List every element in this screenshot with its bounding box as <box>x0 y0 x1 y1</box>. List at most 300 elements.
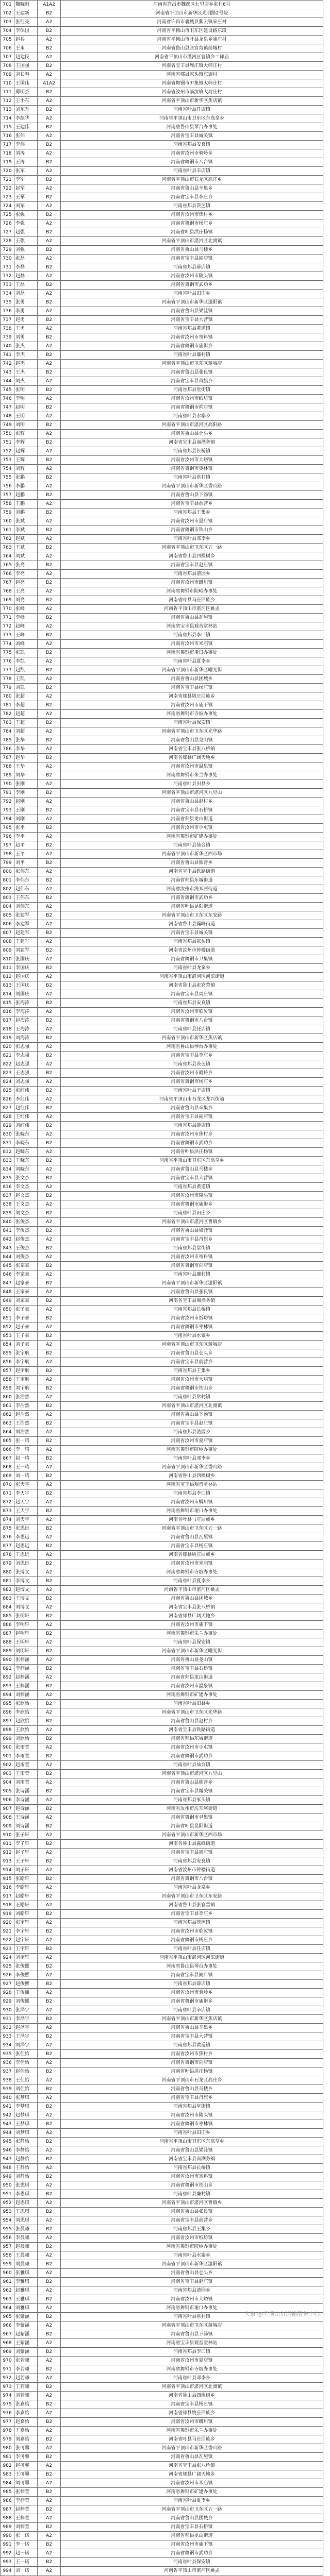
driver-name-cell: 王若曦 <box>14 2383 38 2392</box>
address-cell: 河南省汝州市陵头镇 <box>61 272 323 281</box>
address-cell: 河南省舞钢市枣林镇 <box>61 1323 323 1332</box>
address-cell: 河南省鲁山县瓦屋镇 <box>61 1533 323 1542</box>
license-class-cell: B2 <box>38 2050 61 2059</box>
driver-name-cell: 李若曦 <box>14 2365 38 2374</box>
license-class-cell: A2 <box>38 2059 61 2067</box>
address-cell: 河南省郏县东城街道 <box>61 1735 323 1743</box>
address-cell: 河南省舞钢市朱兰办事处 <box>61 771 323 780</box>
license-class-cell: B2 <box>38 193 61 202</box>
driver-name-cell: 王国伟 <box>14 79 38 88</box>
driver-name-cell: 刘诗涵 <box>14 1822 38 1831</box>
row-number-cell: 891 <box>1 1665 14 1673</box>
table-row <box>1 1805 323 1814</box>
driver-name-cell: 张军 <box>14 167 38 176</box>
address-cell: 河南省郏县龙山街道 <box>61 2532 323 2540</box>
driver-name-cell: 刘东升 <box>14 106 38 114</box>
license-class-cell: B2 <box>38 9 61 18</box>
table-row <box>1 622 323 631</box>
driver-name-cell: 李梦琪 <box>14 2103 38 2111</box>
driver-name-cell: 王峰 <box>14 631 38 640</box>
table-row <box>1 2444 323 2453</box>
row-number-cell: 801 <box>1 876 14 885</box>
driver-name-cell: 赵建民 <box>14 53 38 62</box>
row-number-cell: 963 <box>1 2295 14 2304</box>
table-row <box>1 1 323 9</box>
table-row <box>1 1034 323 1043</box>
row-number-cell: 706 <box>1 44 14 53</box>
table-row <box>1 1577 323 1586</box>
row-number-cell: 850 <box>1 1306 14 1314</box>
table-row <box>1 491 323 500</box>
license-class-cell: A2 <box>38 1691 61 1700</box>
driver-name-cell: 赵子轩 <box>14 1849 38 1857</box>
address-cell: 河南省叶县常村镇 <box>61 473 323 482</box>
address-cell: 河南省平顶山市新华区滍阳镇 <box>61 2260 323 2269</box>
row-number-cell: 772 <box>1 622 14 631</box>
license-class-cell: A2 <box>38 2427 61 2435</box>
license-class-cell: A2 <box>38 815 61 824</box>
table-row <box>1 1621 323 1630</box>
driver-name-cell: 张晓东 <box>14 1130 38 1139</box>
row-number-cell: 947 <box>1 2155 14 2164</box>
address-cell: 河南省宝丰县城关镇 <box>61 1787 323 1796</box>
table-row <box>1 552 323 561</box>
row-number-cell: 723 <box>1 193 14 202</box>
table-row <box>1 614 323 622</box>
address-cell: 河南省宝丰县大营镇 <box>61 2032 323 2041</box>
driver-name-cell: 王可馨 <box>14 2470 38 2479</box>
address-cell: 河南省鲁山县辛集乡 <box>61 2024 323 2032</box>
table-row <box>1 272 323 281</box>
license-class-cell: A2 <box>38 1603 61 1612</box>
license-class-cell: A2 <box>38 114 61 123</box>
address-cell: 河南省舞钢市朱兰办事处 <box>61 1630 323 1638</box>
address-cell: 河南省叶县任店镇 <box>61 1945 323 1954</box>
address-cell: 河南省舞钢市垭口办事处 <box>61 649 323 657</box>
table-row <box>1 509 323 517</box>
row-number-cell: 892 <box>1 1673 14 1682</box>
table-row <box>1 2330 323 2339</box>
driver-name-cell: 张皓轩 <box>14 1875 38 1884</box>
license-class-cell: B2 <box>38 1122 61 1130</box>
address-cell: 河南省叶县廉村镇 <box>61 2190 323 2199</box>
address-cell: 河南省舞钢市院岭办事处 <box>61 1446 323 1454</box>
driver-name-cell: 李伟东 <box>14 876 38 885</box>
row-number-cell: 809 <box>1 946 14 955</box>
license-class-cell: B2 <box>38 1857 61 1866</box>
table-row <box>1 9 323 18</box>
license-class-cell: A2 <box>38 1814 61 1822</box>
table-row <box>1 1752 323 1761</box>
license-class-cell: A2 <box>38 1849 61 1857</box>
driver-name-cell: 李一诺 <box>14 2540 38 2549</box>
driver-name-cell: 王雨萱 <box>14 1770 38 1778</box>
row-number-cell: 766 <box>1 570 14 579</box>
row-number-cell: 881 <box>1 1577 14 1586</box>
driver-name-cell: 刘若曦 <box>14 2392 38 2400</box>
license-class-cell: A2 <box>38 552 61 561</box>
license-class-cell: B2 <box>38 1489 61 1498</box>
driver-name-cell: 王杰 <box>14 368 38 377</box>
driver-name-cell: 王梦琪 <box>14 2120 38 2129</box>
driver-name-cell: 王宇轩 <box>14 1945 38 1954</box>
row-number-cell: 964 <box>1 2304 14 2313</box>
license-class-cell: A2 <box>38 2041 61 2050</box>
driver-name-cell: 赵军 <box>14 184 38 193</box>
address-cell: 河南省鲁山县梁洼镇 <box>61 2146 323 2155</box>
license-class-cell: A2 <box>38 18 61 27</box>
table-row <box>1 1507 323 1516</box>
table-row <box>1 141 323 149</box>
license-class-cell: B2 <box>38 176 61 184</box>
license-class-cell: B2 <box>38 1174 61 1183</box>
driver-name-cell: 刘俊杰 <box>14 1253 38 1262</box>
driver-name-cell: 王嘉怡 <box>14 2427 38 2435</box>
address-cell: 河南省郏县薛店镇 <box>61 263 323 272</box>
license-class-cell: A2 <box>38 2497 61 2505</box>
driver-name-cell: 李磊 <box>14 263 38 272</box>
address-cell: 河南省叶县洪庄杨镇 <box>61 1148 323 1157</box>
license-class-cell: A2 <box>38 798 61 806</box>
driver-name-cell: 刘家豪 <box>14 1297 38 1306</box>
table-row <box>1 421 323 430</box>
table-row <box>1 701 323 710</box>
row-number-cell: 926 <box>1 1971 14 1980</box>
row-number-cell: 805 <box>1 911 14 920</box>
row-number-cell: 968 <box>1 2339 14 2348</box>
address-cell: 河南省平顶山市新华区香山路 <box>61 1463 323 1472</box>
row-number-cell: 977 <box>1 2418 14 2427</box>
driver-name-cell: 赵晨曦 <box>14 2243 38 2251</box>
address-cell: 河南省叶县马庄回族乡 <box>61 596 323 605</box>
row-number-cell: 787 <box>1 754 14 762</box>
row-number-cell: 810 <box>1 955 14 964</box>
row-number-cell: 944 <box>1 2129 14 2138</box>
license-class-cell: B2 <box>38 1735 61 1743</box>
license-class-cell: B2 <box>38 1840 61 1849</box>
row-number-cell: 866 <box>1 1446 14 1454</box>
license-class-cell: A2 <box>38 1989 61 1997</box>
table-row <box>1 2295 323 2304</box>
row-number-cell: 844 <box>1 1253 14 1262</box>
table-row <box>1 1078 323 1087</box>
table-row <box>1 2383 323 2392</box>
row-number-cell: 741 <box>1 351 14 360</box>
row-number-cell: 938 <box>1 2076 14 2085</box>
address-cell: 河南省叶县水寨乡 <box>61 2251 323 2260</box>
license-class-cell: A2 <box>38 570 61 579</box>
license-class-cell: B2 <box>38 1279 61 1288</box>
driver-name-cell: 张国庆 <box>14 955 38 964</box>
table-row <box>1 990 323 999</box>
row-number-cell: 822 <box>1 1060 14 1069</box>
row-number-cell: 955 <box>1 2225 14 2234</box>
address-cell: 河南省平顶山市湛河区高阳路 <box>61 421 323 430</box>
table-row <box>1 1849 323 1857</box>
license-class-cell: A2 <box>38 1481 61 1489</box>
table-row <box>1 1919 323 1927</box>
driver-name-cell: 王斌 <box>14 544 38 552</box>
table-row <box>1 1814 323 1822</box>
driver-name-cell: 张勇 <box>14 298 38 307</box>
driver-name-cell: 王海涛 <box>14 1025 38 1034</box>
row-number-cell: 860 <box>1 1393 14 1402</box>
table-row <box>1 2418 323 2427</box>
license-class-cell: B2 <box>38 2120 61 2129</box>
table-row <box>1 438 323 447</box>
table-row <box>1 2427 323 2435</box>
row-number-cell: 962 <box>1 2286 14 2295</box>
table-row <box>1 1586 323 1595</box>
address-cell: 河南省郏县冢头镇 <box>61 1796 323 1805</box>
address-cell: 河南省郏县堂街镇 <box>61 1244 323 1253</box>
license-class-cell: A2 <box>38 482 61 491</box>
license-class-cell: B2 <box>38 2085 61 2094</box>
license-class-cell: B2 <box>38 1822 61 1831</box>
table-row <box>1 2216 323 2225</box>
row-number-cell: 861 <box>1 1402 14 1411</box>
driver-name-cell: 张可馨 <box>14 2444 38 2453</box>
license-class-cell: A2 <box>38 2549 61 2558</box>
table-row <box>1 579 323 587</box>
license-class-cell: A2 <box>38 1586 61 1595</box>
driver-name-cell: 赵思琪 <box>14 2199 38 2208</box>
license-class-cell: A2 <box>38 938 61 946</box>
license-class-cell: A2 <box>38 1516 61 1524</box>
driver-name-cell: 王家豪 <box>14 1288 38 1297</box>
driver-name-cell: 刘欣怡 <box>14 1735 38 1743</box>
address-cell: 河南省平顶山市卫东区光华路 <box>61 727 323 736</box>
row-number-cell: 993 <box>1 2558 14 2567</box>
table-row <box>1 333 323 342</box>
driver-name-cell: 刘凯 <box>14 684 38 692</box>
row-number-cell: 731 <box>1 263 14 272</box>
address-cell: 河南省宝丰县观音堂林站 <box>61 1481 323 1489</box>
address-cell: 河南省叶县邓李乡 <box>61 2374 323 2383</box>
row-number-cell: 922 <box>1 1936 14 1945</box>
address-cell: 河南省舞钢市武功乡 <box>61 1752 323 1761</box>
table-row <box>1 307 323 316</box>
driver-name-cell: 赵伟东 <box>14 885 38 894</box>
license-class-cell: A2 <box>38 1954 61 1962</box>
driver-name-cell: 刘宇航 <box>14 1384 38 1393</box>
table-row <box>1 1927 323 1936</box>
row-number-cell: 889 <box>1 1647 14 1656</box>
table-row <box>1 456 323 465</box>
driver-name-cell: 张欣怡 <box>14 1700 38 1708</box>
license-class-cell: A2 <box>38 1008 61 1016</box>
license-class-cell: A2 <box>38 500 61 509</box>
driver-name-cell: 王紫涵 <box>14 2339 38 2348</box>
license-class-cell: B2 <box>38 1034 61 1043</box>
driver-name-cell: 赵紫涵 <box>14 2330 38 2339</box>
row-number-cell: 879 <box>1 1560 14 1568</box>
table-row <box>1 2365 323 2374</box>
row-number-cell: 843 <box>1 1244 14 1253</box>
row-number-cell: 730 <box>1 255 14 263</box>
address-cell: 河南省舞钢市庙街乡 <box>61 1997 323 2006</box>
table-row <box>1 298 323 307</box>
driver-name-cell: 李浩然 <box>14 1402 38 1411</box>
table-row <box>1 2392 323 2400</box>
row-number-cell: 871 <box>1 1489 14 1498</box>
row-number-cell: 821 <box>1 1052 14 1060</box>
driver-name-cell: 张思琪 <box>14 2181 38 2190</box>
address-cell: 河南省舞钢市院岭办事处 <box>61 587 323 596</box>
address-cell: 河南省郏县薛店镇 <box>61 1122 323 1130</box>
driver-name-cell: 刘平 <box>14 859 38 868</box>
table-row <box>1 1761 323 1770</box>
row-number-cell: 895 <box>1 1700 14 1708</box>
row-number-cell: 815 <box>1 999 14 1008</box>
driver-name-cell: 王伟东 <box>14 894 38 903</box>
license-class-cell: B2 <box>38 1962 61 1971</box>
address-cell: 河南省汝州市寄料镇 <box>61 333 323 342</box>
license-class-cell: A2 <box>38 1936 61 1945</box>
address-cell: 河南省郏县茨芭镇 <box>61 1060 323 1069</box>
row-number-cell: 856 <box>1 1358 14 1367</box>
driver-name-cell: 张强 <box>14 211 38 219</box>
driver-name-cell: 王晨曦 <box>14 2251 38 2260</box>
driver-name-cell: 赵梦琪 <box>14 2111 38 2120</box>
address-cell: 河南省汝州市蟒川镇 <box>61 579 323 587</box>
driver-name-cell: 张杰 <box>14 342 38 351</box>
row-number-cell: 722 <box>1 184 14 193</box>
license-class-cell: B2 <box>38 1647 61 1656</box>
table-row <box>1 114 323 123</box>
row-number-cell: 888 <box>1 1638 14 1647</box>
table-row <box>1 1533 323 1542</box>
address-cell: 河南省宝丰县周庄镇 <box>61 1849 323 1857</box>
driver-name-cell: 张佳怡 <box>14 2050 38 2059</box>
license-class-cell: B2 <box>38 1577 61 1586</box>
row-number-cell: 994 <box>1 2567 14 2575</box>
table-row <box>1 973 323 981</box>
driver-name-cell: 张宇轩 <box>14 1919 38 1927</box>
driver-name-cell: 李诗涵 <box>14 1796 38 1805</box>
address-cell: 河南省叶县水寨乡 <box>61 1332 323 1341</box>
address-cell: 河南省平顶山市湛河区曹镇乡二郎庙 <box>61 53 323 62</box>
row-number-cell: 940 <box>1 2094 14 2103</box>
driver-name-cell: 李博文 <box>14 1577 38 1586</box>
table-row <box>1 482 323 491</box>
address-cell: 河南省鲁山县团城乡 <box>61 1595 323 1603</box>
driver-name-cell: 李晨曦 <box>14 2234 38 2243</box>
license-class-cell: B2 <box>38 1472 61 1481</box>
driver-name-cell: 赵平 <box>14 841 38 850</box>
driver-name-cell: 王勇 <box>14 325 38 333</box>
driver-name-cell: 王佳怡 <box>14 2076 38 2085</box>
driver-name-cell: 刘涛 <box>14 149 38 158</box>
table-row <box>1 2260 323 2269</box>
address-cell: 河南省叶县田庄乡 <box>61 1209 323 1218</box>
driver-name-cell: 王一诺 <box>14 2558 38 2567</box>
row-number-cell: 883 <box>1 1595 14 1603</box>
address-cell: 河南省郏县长桥镇 <box>61 2164 323 2173</box>
row-number-cell: 826 <box>1 1095 14 1104</box>
license-class-cell: B2 <box>38 2190 61 2199</box>
driver-name-cell: 赵雨萱 <box>14 1761 38 1770</box>
address-cell: 河南省郏县堂街镇 <box>61 2103 323 2111</box>
driver-name-cell: 刘思远 <box>14 1560 38 1568</box>
license-class-cell: B2 <box>38 1454 61 1463</box>
table-row <box>1 1043 323 1052</box>
address-cell: 河南省叶县常村镇 <box>61 2313 323 2321</box>
license-class-cell: A2 <box>38 2514 61 2523</box>
driver-name-cell: 张红伟 <box>14 1087 38 1095</box>
table-row <box>1 2164 323 2173</box>
row-number-cell: 794 <box>1 815 14 824</box>
row-number-cell: 752 <box>1 447 14 456</box>
license-class-cell: A2 <box>38 1165 61 1174</box>
license-class-cell: A2 <box>38 1743 61 1752</box>
row-number-cell: 991 <box>1 2540 14 2549</box>
address-cell: 河南省汝州市米庙镇 <box>61 1560 323 1568</box>
driver-name-cell: 张雅琪 <box>14 2269 38 2278</box>
table-row <box>1 2103 323 2111</box>
address-cell: 河南省舞钢市院岭办事处 <box>61 2243 323 2251</box>
driver-name-cell: 刘晓东 <box>14 1165 38 1174</box>
table-row <box>1 1936 323 1945</box>
table-row <box>1 964 323 973</box>
driver-name-cell: 赵俊杰 <box>14 1235 38 1244</box>
driver-name-cell: 赵博文 <box>14 1586 38 1595</box>
address-cell: 河南省汝州市米庙镇 <box>61 640 323 649</box>
driver-name-cell: 王国庆 <box>14 981 38 990</box>
driver-name-cell: 李伟 <box>14 141 38 149</box>
address-cell: 河南省平顶山市卫东区蒲城店 <box>61 1341 323 1349</box>
driver-name-cell: 王俊杰 <box>14 1244 38 1253</box>
table-row <box>1 202 323 211</box>
driver-name-cell: 赵一诺 <box>14 2549 38 2558</box>
license-class-cell: A2 <box>38 587 61 596</box>
row-number-cell: 746 <box>1 395 14 403</box>
row-number-cell: 720 <box>1 167 14 176</box>
license-class-cell: B2 <box>38 754 61 762</box>
license-class-cell: A2 <box>38 675 61 684</box>
row-number-cell: 721 <box>1 176 14 184</box>
address-cell: 河南省平顶山市卫东区五一路 <box>61 2505 323 2514</box>
driver-name-cell: 李保国 <box>14 27 38 36</box>
table-row <box>1 981 323 990</box>
driver-name-cell: 赵浩然 <box>14 1411 38 1419</box>
table-row <box>1 1945 323 1954</box>
license-class-cell: B2 <box>38 141 61 149</box>
license-class-cell: B2 <box>38 386 61 395</box>
license-class-cell: A2 <box>38 2164 61 2173</box>
address-cell: 河南省舞钢市武功乡 <box>61 894 323 903</box>
license-class-cell: A2 <box>38 1778 61 1787</box>
driver-name-cell: 王鹏 <box>14 500 38 509</box>
address-cell: 河南省郏县黄道镇 <box>61 1183 323 1192</box>
address-cell: 河南省平顶山市湛河区姚孟 <box>61 605 323 614</box>
table-row <box>1 1743 323 1752</box>
address-cell: 河南省宝丰县观音堂林站 <box>61 622 323 631</box>
license-class-cell: A2 <box>38 36 61 44</box>
row-number-cell: 788 <box>1 762 14 771</box>
driver-name-cell: 张思远 <box>14 1524 38 1533</box>
table-row <box>1 1595 323 1603</box>
driver-name-cell: 刘晨曦 <box>14 2260 38 2269</box>
driver-name-cell: 王宇航 <box>14 1376 38 1384</box>
license-class-cell: B2 <box>38 1892 61 1901</box>
table-row <box>1 1603 323 1612</box>
row-number-cell: 914 <box>1 1866 14 1875</box>
row-number-cell: 945 <box>1 2138 14 2146</box>
address-cell: 河南省叶县保安镇 <box>61 1638 323 1647</box>
row-number-cell: 931 <box>1 2015 14 2024</box>
driver-name-cell: 刘华 <box>14 771 38 780</box>
